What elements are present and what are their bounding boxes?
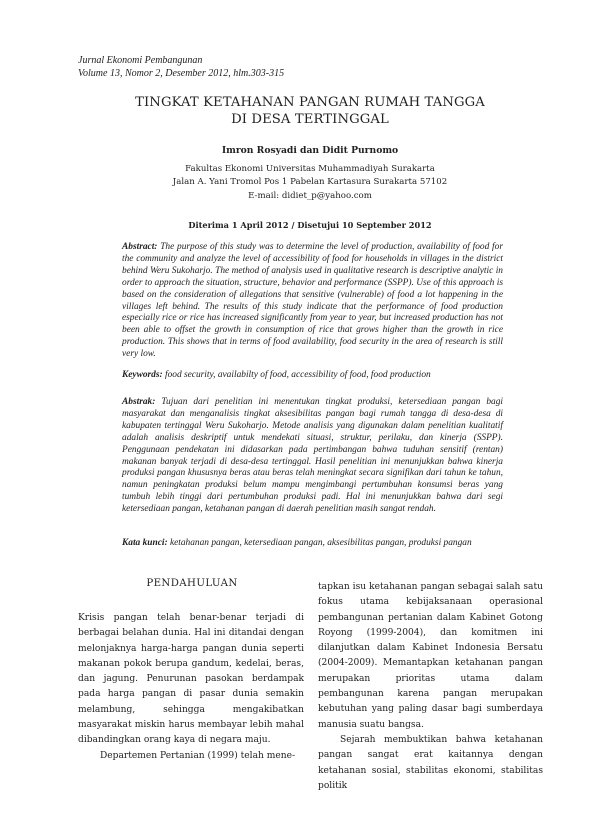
affiliation-email: E-mail: didiet_p@yahoo.com: [248, 190, 372, 201]
journal-name: Jurnal Ekonomi Pembangunan: [78, 55, 203, 66]
received-accepted-dates: Diterima 1 April 2012 / Disetujui 10 September 2012: [188, 220, 432, 230]
keywords-indonesian: [122, 537, 503, 549]
paper-title-line-1: TINGKAT KETAHANAN PANGAN RUMAH TANGGA: [135, 95, 485, 110]
affiliation-address: Jalan A. Yani Tromol Pos 1 Pabelan Kartasura Surakarta 57102: [172, 177, 448, 188]
keywords-indonesian-text: ketahanan pangan, ketersediaan pangan, aksesibilitas pangan, produksi pangan: [169, 538, 472, 548]
journal-header: [78, 54, 284, 80]
abstract-english-label: Abstract:: [122, 242, 158, 252]
left-paragraph-1: Krisis pangan telah benar-benar terjadi di berbagai belahan dunia. Hal ini ditandai dengan melonjaknya harga-harga pangan dunia seperti makanan pokok berupa gandum, kedelai, beras, dan jagung. Penurunan pasokan berdampak pada harga pangan di pasar dunia semakin melambung, sehingga mengakibatkan masyarakat miskin harus membayar lebih mahal dibandingkan orang kaya di negara maju.: [78, 613, 304, 746]
abstract-english-text: The purpose of this study was to determine the level of production, availability of food for the community and analyze the level of accessibility of food for households in villages in the district behind Weru Sukoharjo. The method of analysis used in qualitative research is descriptive analytic in order to approach the situation, structure, behavior and performance (SSPP). Use of this approach is based on the consideration of allegations that sensitive (vulnerable) of food a lot happening in the villages left behind. The results of this study indicate that the performance of food production especially rice or rice has increased significantly from year to year, but increased production has not been able to offset the growth in consumption of rice that grows higher than the growth in rice production. This shows that in terms of food availability, food security in the area of research is still very low.: [122, 242, 503, 360]
section-heading: PENDAHULUAN: [146, 578, 238, 589]
abstract-indonesian: [122, 397, 503, 516]
journal-volume: Volume 13, Nomor 2, Desember 2012, hlm.303-315: [78, 68, 285, 79]
affiliation: [100, 163, 520, 203]
right-paragraph-1: tapkan isu ketahanan pangan sebagai salah satu fokus utama kebijaksanaan operasional pembangunan pertanian dalam Kabinet Gotong Royong (1999-2004), dan komitmen ini dilanjutkan dalam Kabinet Indonesia Bersatu (2004-2009). Memantapkan ketahanan pangan merupakan prioritas utama dalam pembangunan karena pangan merupakan kebutuhan yang paling dasar bagi sumberdaya manusia suatu bangsa.: [318, 582, 543, 730]
keywords-english-text: food security, availabilty of food, accessibility of food, food production: [164, 370, 431, 380]
body-right-column: [318, 580, 543, 794]
authors: Imron Rosyadi dan Didit Purnomo: [221, 145, 399, 156]
body-left-column: [78, 611, 304, 764]
left-paragraph-2: Departemen Pertanian (1999) telah mene-: [100, 750, 296, 761]
abstract-indonesian-label: Abstrak:: [122, 397, 156, 407]
keywords-indonesian-label: Kata kunci:: [122, 538, 168, 548]
paper-title-line-2: DI DESA TERTINGGAL: [231, 112, 389, 127]
affiliation-institution: Fakultas Ekonomi Universitas Muhammadiyah Surakarta: [185, 164, 435, 174]
keywords-english-label: Keywords:: [122, 370, 163, 380]
keywords-english: [122, 369, 503, 381]
right-paragraph-2: Sejarah membuktikan bahwa ketahanan pangan sangat erat kaitannya dengan ketahanan sosial, stabilitas ekonomi, stabilitas politik: [318, 734, 543, 791]
paper-title: [100, 94, 520, 128]
abstract-english: [122, 242, 503, 361]
abstract-indonesian-text: Tujuan dari penelitian ini menentukan tingkat produksi, ketersediaan pangan bagi masyarakat dan menganalisis tingkat aksesibilitas pangan bagi rumah tangga di desa-desa di kabupaten tertinggal Weru Sukoharjo. Metode analisis yang digunakan dalam penelitian kualitatif adalah analisis deskriptif untuk mendekati situasi, struktur, perilaku, dan kinerja (SSPP). Penggunaan pendekatan ini didasarkan pada pertimbangan bahwa tuduhan sensitif (rentan) makanan banyak terjadi di desa-desa tertinggal. Hasil penelitian ini menunjukkan bahwa kinerja produksi pangan khususnya beras atau beras telah meningkat secara signifikan dari tahun ke tahun, namun peningkatan produksi belum mampu mengimbangi pertumbuhan konsumsi beras yang tumbuh lebih tinggi dari pertumbuhan produksi padi. Hal ini menunjukkan bahwa dari segi ketersediaan pangan, ketahanan pangan di daerah penelitian masih sangat rendah.: [122, 397, 504, 515]
